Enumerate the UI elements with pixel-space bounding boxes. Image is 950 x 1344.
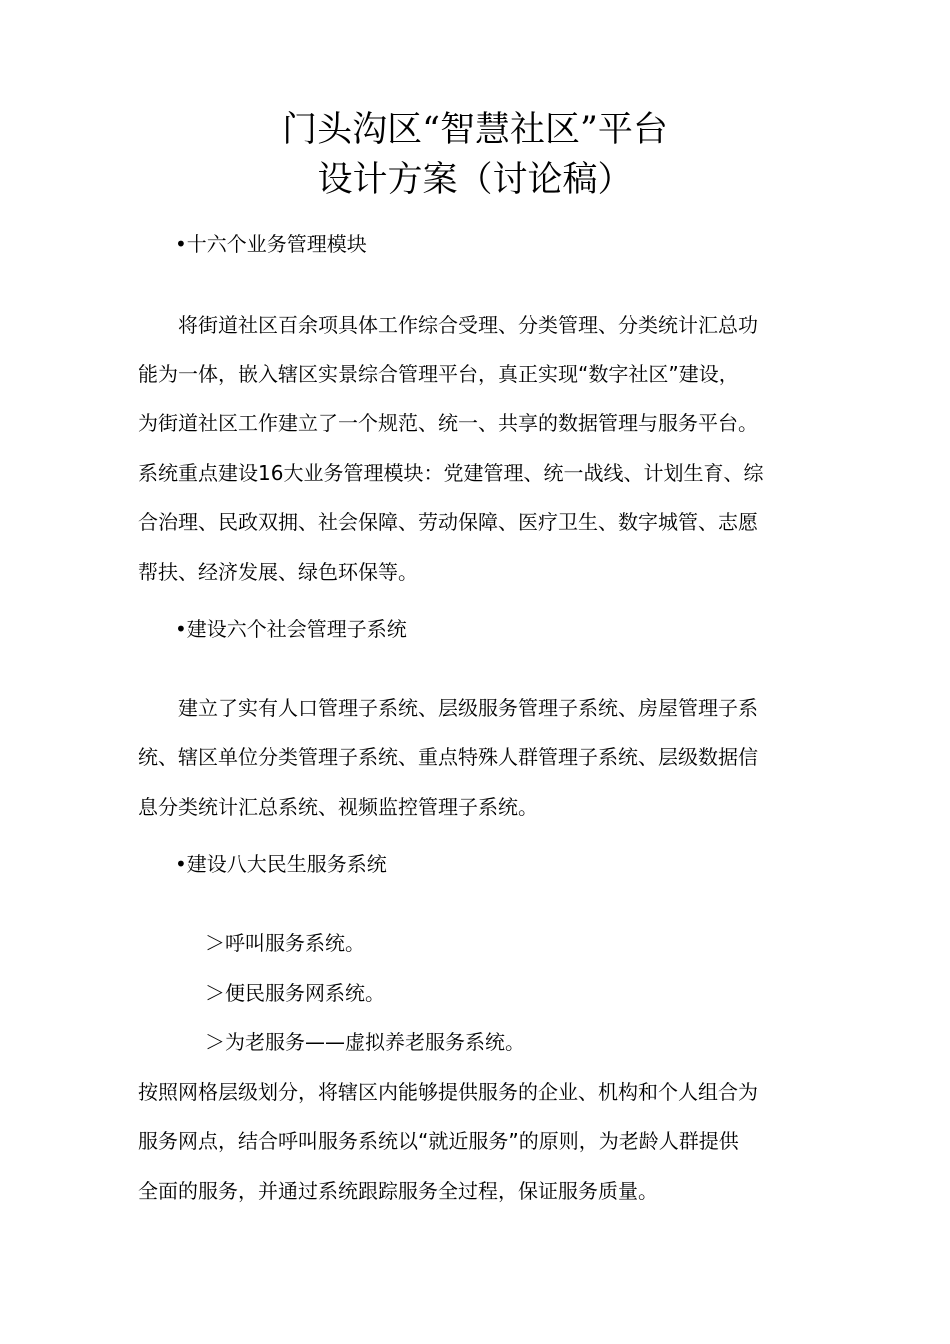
paragraph-line: 帮扶、经济发展、绿色环保等。	[138, 560, 418, 584]
paragraph-line: 将街道社区百余项具体工作综合受理、分类管理、分类统计汇总功	[178, 313, 758, 337]
list-item: ＞便民服务网系统。	[205, 981, 385, 1005]
paragraph-line: 合治理、民政双拥、社会保障、劳动保障、医疗卫生、数字城管、志愿	[138, 510, 758, 534]
section-heading-business-modules: •十六个业务管理模块	[175, 232, 367, 256]
paragraph-line: 息分类统计汇总系统、视频监控管理子系统。	[138, 795, 538, 819]
paragraph-line: 按照网格层级划分，将辖区内能够提供服务的企业、机构和个人组合为	[138, 1080, 758, 1104]
paragraph-line: 能为一体，嵌入辖区实景综合管理平台，真正实现“数字社区”建设，	[138, 362, 739, 386]
paragraph-line: 全面的服务，并通过系统跟踪服务全过程，保证服务质量。	[138, 1179, 658, 1203]
section-heading-social-subsystems: •建设六个社会管理子系统	[175, 617, 407, 641]
list-item: ＞为老服务——虚拟养老服务系统。	[205, 1030, 525, 1054]
paragraph-line: 服务网点，结合呼叫服务系统以“就近服务”的原则，为老龄人群提供	[138, 1129, 739, 1153]
paragraph-line: 建立了实有人口管理子系统、层级服务管理子系统、房屋管理子系	[178, 696, 758, 720]
list-item: ＞呼叫服务系统。	[205, 931, 365, 955]
paragraph-line: 统、辖区单位分类管理子系统、重点特殊人群管理子系统、层级数据信	[138, 745, 758, 769]
paragraph-line: 系统重点建设16大业务管理模块：党建管理、统一战线、计划生育、综	[138, 461, 764, 485]
paragraph-line: 为街道社区工作建立了一个规范、统一、共享的数据管理与服务平台。	[138, 411, 758, 435]
document-title-line2: 设计方案（讨论稿）	[317, 160, 633, 200]
section-heading-livelihood-services: •建设八大民生服务系统	[175, 852, 387, 876]
document-title-line1: 门头沟区“智慧社区”平台	[282, 110, 668, 150]
